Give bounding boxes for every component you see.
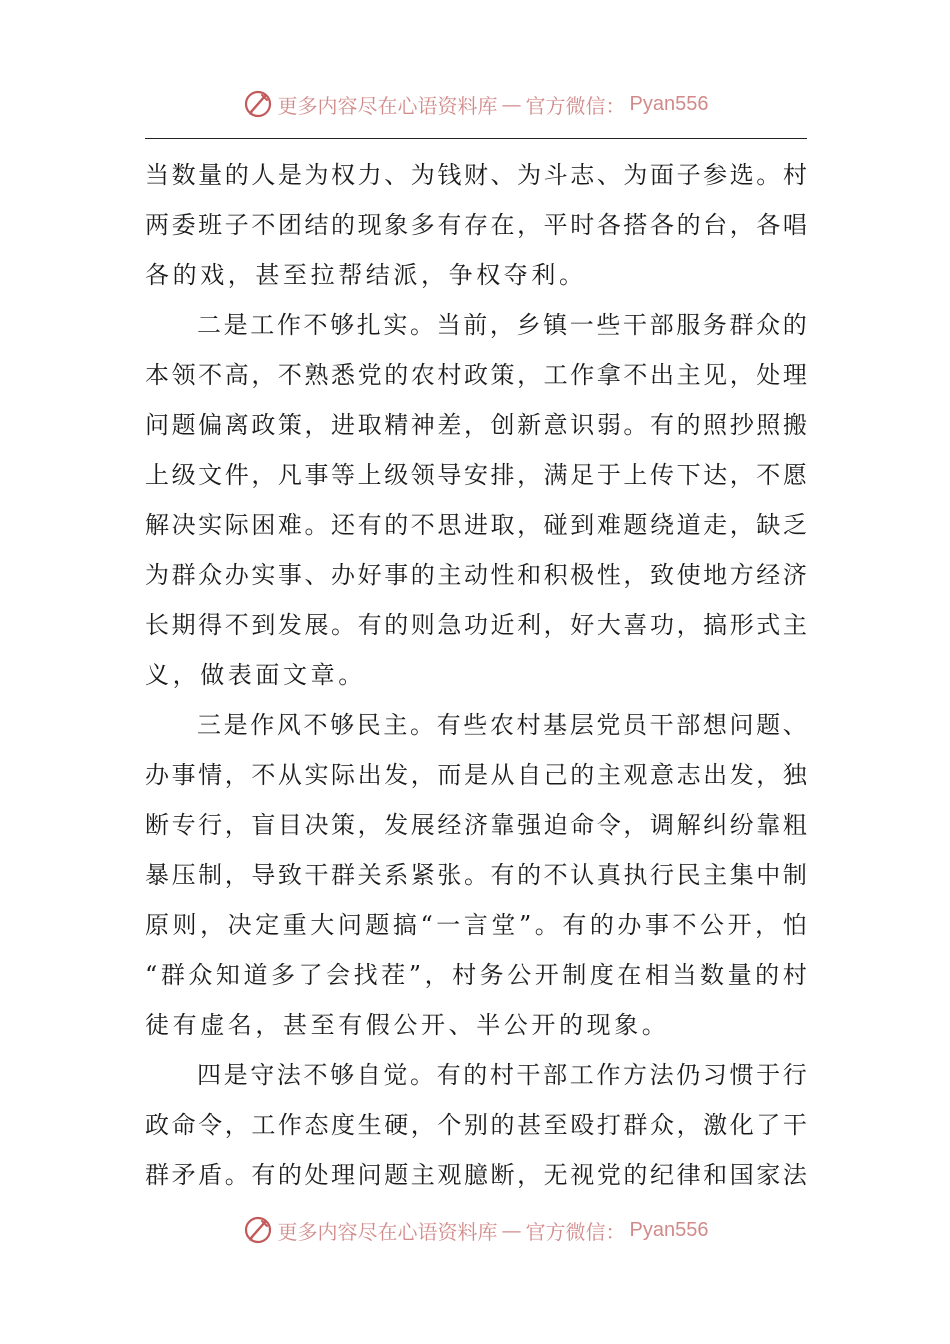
watermark-wechat-id: Pyan556 xyxy=(629,92,709,115)
watermark-wechat-label: 官方微信： xyxy=(525,93,626,118)
text-line: 两 委 班 子 不 团 结 的 现 象 多 有 存 在 ， 平 时 各 搭 各 的 台 ， 各 唱 xyxy=(145,211,807,239)
text-line: 解 决 实 际 困 难 。 还 有 的 不 思 进 取 ， 碰 到 难 题 绕 道 走 ， 缺 乏 xyxy=(145,511,807,539)
text-line: 断 专 行 ， 盲 目 决 策 ， 发 展 经 济 靠 强 迫 命 令 ， 调 解 纠 纷 靠 粗 xyxy=(145,811,807,839)
paragraph-first-line: 四 是 守 法 不 够 自 觉 。 有 的 村 干 部 工 作 方 法 仍 习 惯 于 行 xyxy=(197,1061,807,1089)
text-line: 群 矛 盾 。 有 的 处 理 问 题 主 观 臆 断 ， 无 视 党 的 纪 律 和 国 家 法 xyxy=(145,1161,807,1189)
text-line: 本 领 不 高 ， 不 熟 悉 党 的 农 村 政 策 ， 工 作 拿 不 出 主 见 ， 处 理 xyxy=(145,361,807,389)
text-line: 各的戏，甚至拉帮结派，争权夺利。 xyxy=(145,261,587,289)
footer-watermark xyxy=(0,1210,950,1250)
paragraph-first-line: 二 是 工 作 不 够 扎 实 。 当 前 ， 乡 镇 一 些 干 部 服 务 群 众 的 xyxy=(197,311,807,339)
pen-logo-icon xyxy=(242,88,274,120)
text-line: 上 级 文 件 ， 凡 事 等 上 级 领 导 安 排 ， 满 足 于 上 传 下 达 ， 不 愿 xyxy=(145,461,807,489)
pen-logo-icon xyxy=(242,1214,274,1246)
text-line: 原 则 ， 决 定 重 大 问 题 搞 “ 一 言 堂 ” 。 有 的 办 事 不 公 开 ， 怕 xyxy=(145,911,807,939)
text-line: 当 数 量 的 人 是 为 权 力 、 为 钱 财 、 为 斗 志 、 为 面 子 参 选 。 村 xyxy=(145,161,807,189)
text-line: 长 期 得 不 到 发 展 。 有 的 则 急 功 近 利 ， 好 大 喜 功 ， 搞 形 式 主 xyxy=(145,611,807,639)
watermark-dash: — xyxy=(501,1218,522,1242)
text-line: 办 事 情 ， 不 从 实 际 出 发 ， 而 是 从 自 己 的 主 观 意 志 出 发 ， 独 xyxy=(145,761,807,789)
watermark-slogan: 更多内容尽在心语资料库 xyxy=(277,1219,498,1244)
watermark-wechat-id: Pyan556 xyxy=(629,1218,709,1241)
watermark-slogan: 更多内容尽在心语资料库 xyxy=(277,93,498,118)
text-line: 徒有虚名，甚至有假公开、半公开的现象。 xyxy=(145,1011,670,1039)
text-line: 义，做表面文章。 xyxy=(145,661,366,689)
text-line: 为 群 众 办 实 事 、 办 好 事 的 主 动 性 和 积 极 性 ， 致 使 地 方 经 济 xyxy=(145,561,807,589)
text-line: 政 命 令 ， 工 作 态 度 生 硬 ， 个 别 的 甚 至 殴 打 群 众 ， 激 化 了 干 xyxy=(145,1111,807,1139)
document-body xyxy=(145,150,807,1200)
text-line: “ 群 众 知 道 多 了 会 找 茬 ” ， 村 务 公 开 制 度 在 相 当 数 量 的 村 xyxy=(145,961,807,989)
paragraph-first-line: 三 是 作 风 不 够 民 主 。 有 些 农 村 基 层 党 员 干 部 想 问 题 、 xyxy=(197,711,807,739)
watermark-dash: — xyxy=(501,92,522,116)
watermark-wechat-label: 官方微信： xyxy=(525,1219,626,1244)
header-watermark xyxy=(0,84,950,124)
text-line: 问 题 偏 离 政 策 ， 进 取 精 神 差 ， 创 新 意 识 弱 。 有 的 照 抄 照 搬 xyxy=(145,411,807,439)
header-rule xyxy=(145,138,807,139)
text-line: 暴 压 制 ， 导 致 干 群 关 系 紧 张 。 有 的 不 认 真 执 行 民 主 集 中 制 xyxy=(145,861,807,889)
